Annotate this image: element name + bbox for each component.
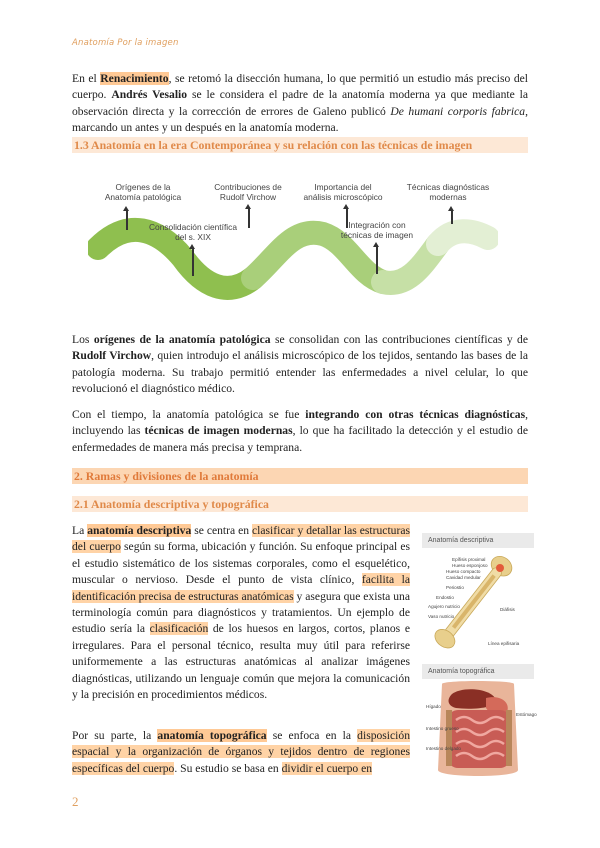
- italic-book-title: De humani corporis fabrica: [390, 104, 526, 118]
- running-header: Anatomía Por la imagen: [72, 38, 179, 48]
- text: y asegura que exista una terminología común para diagnósticos y tratamientos. Un ejemplo de estudio sería la: [72, 589, 410, 636]
- highlight: facilita la identificación precisa de estructuras anatómicas: [72, 573, 410, 603]
- figure-label: Hueso compacto: [446, 569, 481, 574]
- figure-label: Intestino grueso: [426, 726, 459, 731]
- arrow-up-icon: [126, 210, 128, 230]
- figure-title: Anatomía descriptiva: [422, 533, 534, 548]
- text: , quien introdujo el análisis microscópico de los tejidos, sentando las bases de la patología moderna. Su trabajo permitió entender las enfermedades a nivel celular, lo que revolucionó el diagnóstico médico.: [72, 349, 528, 396]
- figure-label: Línea epifisaria: [488, 641, 520, 646]
- highlight-anatomia-topografica: anatomía topográfica: [157, 729, 267, 742]
- text: La: [72, 524, 88, 537]
- paragraph-renacimiento: [72, 71, 528, 137]
- diagram-label-integracion: Integración con técnicas de imagen: [340, 220, 414, 240]
- text: Con el tiempo, la anatomía patológica se fue: [72, 408, 306, 421]
- highlight: disposición espacial y la organización de órganos y tejidos dentro de regiones específicas del cuerpo: [72, 729, 410, 775]
- text: , lo que ha facilitado la detección y el estudio de enfermedades de manera más precisa y temprana.: [72, 424, 528, 454]
- bold-integrando: integrando con otras técnicas diagnósticas: [305, 408, 526, 421]
- text: Por su parte, la: [72, 729, 158, 742]
- figure-label: Vaso nutricio: [428, 614, 455, 619]
- figure-label: Periostio: [446, 585, 464, 590]
- figure-label: Hígado: [426, 704, 441, 709]
- bold-vesalio: Andrés Vesalio: [111, 88, 188, 102]
- text: se le considera el padre de la anatomía moderna ya que mediante la observación directa y la corrección de errores de Galeno publicó: [72, 88, 528, 118]
- bold-origenes: orígenes de la anatomía patológica: [93, 333, 271, 346]
- section-heading-2: 2. Ramas y divisiones de la anatomía: [72, 468, 528, 484]
- paragraph-topografica: [72, 728, 410, 777]
- figure-label: Hueso esponjoso: [452, 563, 488, 568]
- paragraph-origenes: [72, 332, 528, 398]
- figure-label: Cavidad medular: [446, 575, 481, 580]
- arrow-up-icon: [346, 208, 348, 228]
- bold-tecnicas-imagen: técnicas de imagen modernas: [144, 424, 293, 438]
- arrow-up-icon: [192, 248, 194, 276]
- diagram-label-microscopico: Importancia del análisis microscópico: [303, 182, 383, 202]
- figure-label: Agujero nutricio: [428, 604, 460, 609]
- paragraph-integracion: [72, 407, 528, 456]
- figure-title: Anatomía topográfica: [422, 664, 534, 679]
- highlight: clasificar y detallar las estructuras del cuerpo: [72, 524, 410, 554]
- figure-label: Diáfisis: [500, 607, 515, 612]
- diagram-label-virchow: Contribuciones de Rudolf Virchow: [214, 182, 282, 202]
- text: , incluyendo las: [72, 408, 528, 438]
- timeline-diagram: [88, 178, 498, 306]
- paragraph-descriptiva: [72, 523, 410, 703]
- text: se centra en: [191, 524, 253, 537]
- text: se consolidan con las contribuciones científicas y de: [270, 333, 528, 346]
- text: según su forma, ubicación y función. Su enfoque principal es el estudio sistemático de los sistemas corporales, como el esquelético, muscular o nervioso. Desde el punto de vista clínico,: [72, 540, 410, 587]
- arrow-up-icon: [248, 208, 250, 228]
- highlight: dividir el cuerpo en: [281, 761, 373, 775]
- diagram-label-tecnicas: Técnicas diagnósticas modernas: [406, 182, 490, 202]
- text: Los: [72, 333, 94, 346]
- section-heading-1-3: 1.3 Anatomía en la era Contemporánea y su relación con las técnicas de imagen: [72, 137, 528, 153]
- highlight: clasificación: [149, 622, 209, 636]
- text: , se retomó la disección humana, lo que permitió un estudio más preciso del cuerpo.: [72, 72, 528, 102]
- figure-label: Epífisis proximal: [452, 557, 486, 562]
- arrow-up-icon: [376, 246, 378, 274]
- section-heading-2-1: 2.1 Anatomía descriptiva y topográfica: [72, 496, 528, 512]
- page-number: 2: [72, 794, 79, 809]
- text: de los huesos en largos, cortos, planos e irregulares. Para el personal técnico, resulta muy útil para referirse uniformemente a las estructuras anatómicas al analizar imágenes diagnósticas, utilizando un lenguaje común que mejora la comunicación y la precisión en procedimientos médicos.: [72, 622, 410, 702]
- text: En el: [72, 72, 101, 85]
- diagram-label-consolidacion: Consolidación científica del s. XIX: [149, 222, 237, 242]
- figure-label: Intestino delgado: [426, 746, 461, 751]
- text: se enfoca en la: [266, 729, 358, 742]
- text: . Su estudio se basa en: [174, 761, 282, 775]
- bold-virchow: Rudolf Virchow: [72, 349, 152, 363]
- text: , marcando un antes y un después en la anatomía moderna.: [72, 104, 528, 135]
- figure-label: Endostio: [436, 595, 454, 600]
- figure-label: Estómago: [516, 712, 537, 717]
- figure-bone-anatomy: [422, 533, 534, 655]
- highlight-renacimiento: Renacimiento: [100, 72, 169, 85]
- arrow-up-icon: [451, 210, 453, 224]
- figure-abdomen-anatomy: [422, 664, 537, 780]
- diagram-label-origenes: Orígenes de la Anatomía patológica: [104, 182, 182, 202]
- highlight-anatomia-descriptiva: anatomía descriptiva: [87, 524, 192, 537]
